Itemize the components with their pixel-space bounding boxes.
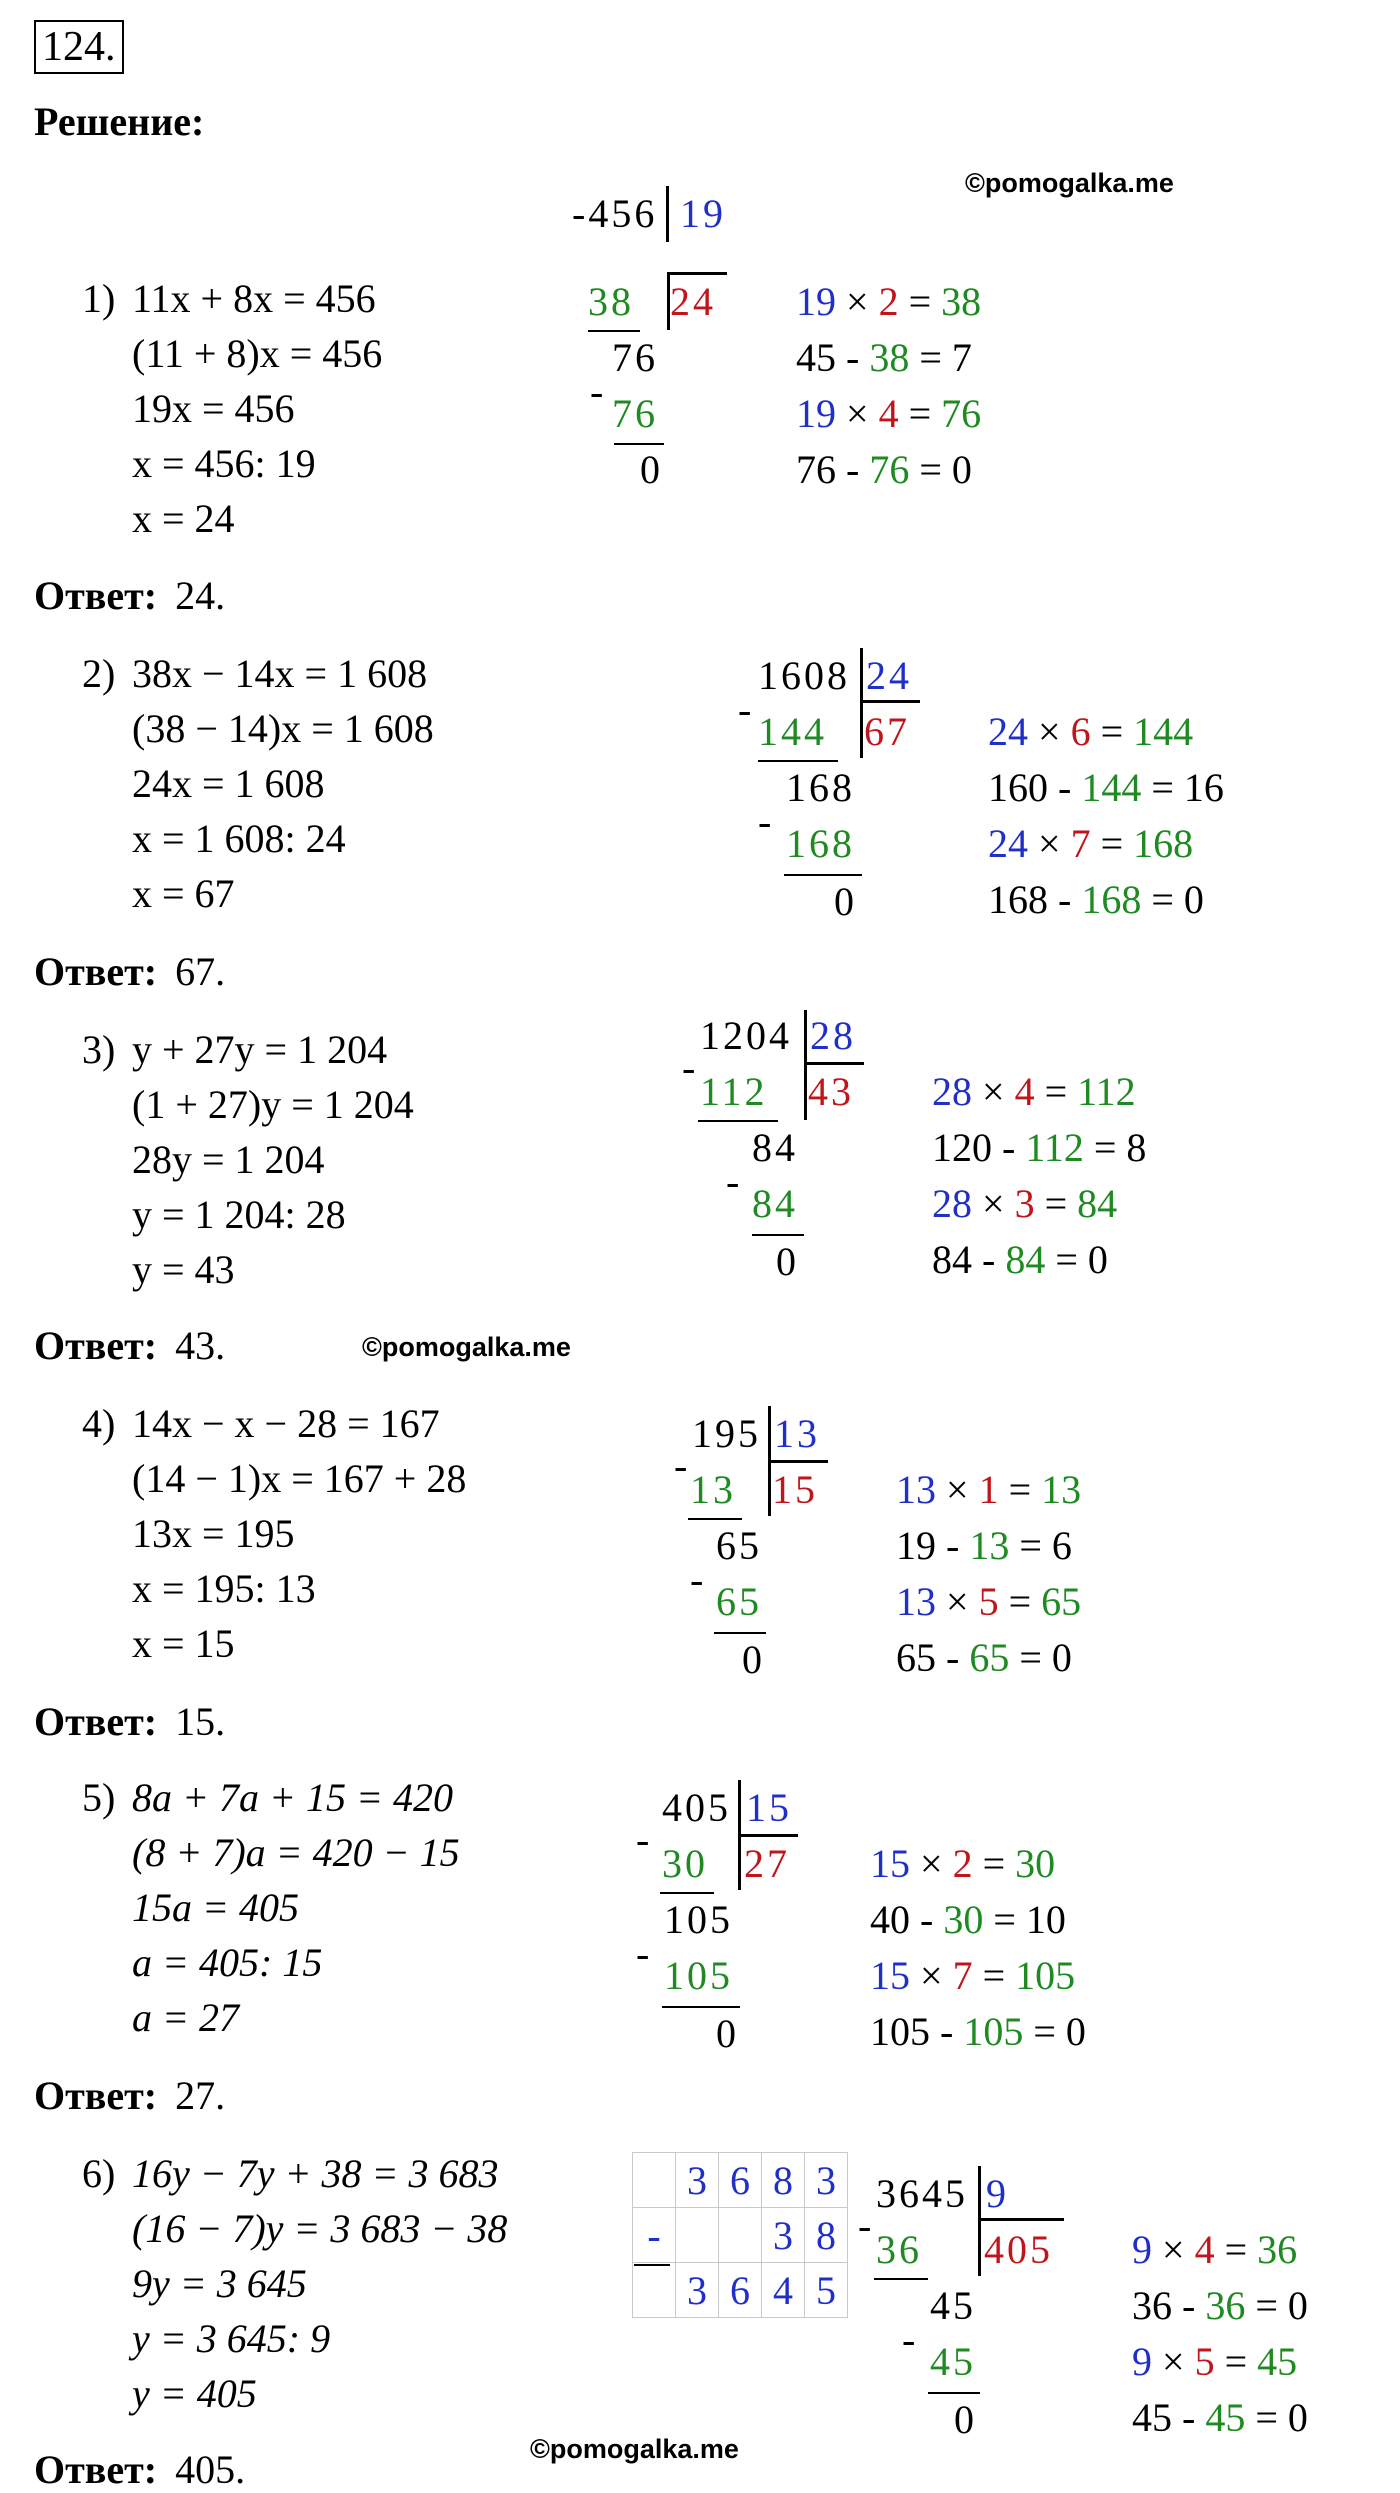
check-line: 13 × 1 = 13 (896, 1467, 1082, 1512)
equation-line: (16 − 7)y = 3 683 − 38 (132, 2206, 508, 2251)
equation-line: 11x + 8x = 456 (132, 276, 376, 321)
equation-line: y = 3 645: 9 (132, 2316, 331, 2361)
exercise-number: 124. (34, 20, 124, 74)
check-line: 160 - 144 = 16 (988, 765, 1224, 810)
check-line: 76 - 76 = 0 (796, 447, 972, 492)
division-step: 76 (612, 391, 658, 436)
check-line: 9 × 5 = 45 (1132, 2339, 1298, 2384)
division-step: 65 (716, 1579, 762, 1624)
subtraction-cell: 8 (762, 2153, 805, 2208)
division-step: 84 (752, 1125, 798, 1170)
equation-line: (11 + 8)x = 456 (132, 331, 383, 376)
check-line: 19 × 2 = 38 (796, 279, 982, 324)
check-line: 36 - 36 = 0 (1132, 2283, 1308, 2328)
division-step: 0 (834, 879, 857, 924)
division-divisor: 9 (986, 2171, 1009, 2216)
problem-number: 1) (82, 276, 116, 321)
division-quotient: 24 (670, 279, 716, 324)
check-line: 120 - 112 = 8 (932, 1125, 1147, 1170)
equation-line: (38 − 14)x = 1 608 (132, 706, 434, 751)
check-line: 9 × 4 = 36 (1132, 2227, 1298, 2272)
equation-line: a = 405: 15 (132, 1940, 323, 1985)
division-step: 84 (752, 1181, 798, 1226)
division-quotient: 15 (772, 1467, 818, 1512)
division-divisor: 28 (810, 1013, 856, 1058)
equation-line: x = 67 (132, 871, 235, 916)
division-step: 112 (700, 1069, 768, 1114)
equation-line: 13x = 195 (132, 1511, 295, 1556)
problem-number: 3) (82, 1027, 116, 1072)
watermark: ©pomogalka.me (362, 1332, 571, 1362)
equation-line: x = 456: 19 (132, 441, 316, 486)
equation-line: 28y = 1 204 (132, 1137, 325, 1182)
check-line: 19 - 13 = 6 (896, 1523, 1072, 1568)
division-dividend: 1204 (700, 1013, 792, 1058)
division-quotient: 43 (808, 1069, 854, 1114)
equation-line: x = 195: 13 (132, 1566, 316, 1611)
problem-number: 6) (82, 2151, 116, 2196)
answer-line: Ответ: 27. (34, 2073, 226, 2118)
check-line: 15 × 2 = 30 (870, 1841, 1056, 1886)
division-step: 168 (786, 765, 855, 810)
division-step: 168 (786, 821, 855, 866)
equation-line: (1 + 27)y = 1 204 (132, 1082, 414, 1127)
check-line: 45 - 38 = 7 (796, 335, 972, 380)
division-step: 144 (758, 709, 827, 754)
division-dividend: 3645 (876, 2171, 968, 2216)
check-line: 45 - 45 = 0 (1132, 2395, 1308, 2440)
equation-line: 38x − 14x = 1 608 (132, 651, 428, 696)
check-line: 13 × 5 = 65 (896, 1579, 1082, 1624)
subtraction-cell: 8 (805, 2208, 848, 2263)
division-step: 105 (664, 1953, 733, 1998)
division-step: 0 (776, 1239, 799, 1284)
division-step: 45 (930, 2283, 976, 2328)
division-divisor: 19 (680, 191, 726, 236)
solution-heading: Решение: (34, 99, 205, 144)
answer-line: Ответ: 67. (34, 949, 226, 994)
check-line: 168 - 168 = 0 (988, 877, 1204, 922)
subtraction-cell (676, 2208, 719, 2263)
subtraction-cell (633, 2153, 676, 2208)
answer-line: Ответ: 15. (34, 1699, 226, 1744)
answer-line: Ответ: 24. (34, 573, 226, 618)
division-step: 13 (690, 1467, 736, 1512)
subtraction-cell (633, 2263, 676, 2318)
equation-line: 14x − x − 28 = 167 (132, 1401, 440, 1446)
check-line: 40 - 30 = 10 (870, 1897, 1066, 1942)
equation-line: x = 1 608: 24 (132, 816, 346, 861)
problem-number: 2) (82, 651, 116, 696)
equation-line: 16y − 7y + 38 = 3 683 (132, 2151, 499, 2196)
equation-line: 15a = 405 (132, 1885, 299, 1930)
subtraction-cell: 3 (805, 2153, 848, 2208)
problem-number: 5) (82, 1775, 116, 1820)
watermark: ©pomogalka.me (965, 168, 1174, 198)
check-line: 65 - 65 = 0 (896, 1635, 1072, 1680)
division-dividend: 405 (662, 1785, 731, 1830)
equation-line: (8 + 7)a = 420 − 15 (132, 1830, 460, 1875)
division-step: 0 (954, 2397, 977, 2442)
check-line: 24 × 6 = 144 (988, 709, 1194, 754)
division-quotient: 405 (984, 2227, 1053, 2272)
division-step: 0 (640, 447, 663, 492)
division-step: 36 (876, 2227, 922, 2272)
equation-line: y + 27y = 1 204 (132, 1027, 388, 1072)
subtraction-cell: 6 (719, 2263, 762, 2318)
subtraction-cell: 3 (676, 2153, 719, 2208)
division-step: 105 (664, 1897, 733, 1942)
equation-line: x = 24 (132, 496, 235, 541)
subtraction-cell (719, 2208, 762, 2263)
division-quotient: 27 (744, 1841, 790, 1886)
watermark: ©pomogalka.me (530, 2434, 739, 2464)
division-step: 76 (612, 335, 658, 380)
equation-line: (14 − 1)x = 167 + 28 (132, 1456, 467, 1501)
division-step: 45 (930, 2339, 976, 2384)
check-line: 105 - 105 = 0 (870, 2009, 1086, 2054)
equation-line: y = 1 204: 28 (132, 1192, 346, 1237)
division-step: 0 (716, 2011, 739, 2056)
check-line: 24 × 7 = 168 (988, 821, 1194, 866)
subtraction-cell: 5 (805, 2263, 848, 2318)
equation-line: 19x = 456 (132, 386, 295, 431)
equation-line: 8a + 7a + 15 = 420 (132, 1775, 453, 1820)
division-dividend: 1608 (758, 653, 850, 698)
check-line: 84 - 84 = 0 (932, 1237, 1108, 1282)
subtraction-cell: 3 (676, 2263, 719, 2318)
division-divisor: 15 (746, 1785, 792, 1830)
equation-line: 9y = 3 645 (132, 2261, 307, 2306)
problem-number: 4) (82, 1401, 116, 1446)
equation-line: y = 43 (132, 1247, 235, 1292)
division-step: 0 (742, 1637, 765, 1682)
equation-line: a = 27 (132, 1995, 239, 2040)
check-line: 28 × 4 = 112 (932, 1069, 1136, 1114)
subtraction-cell: 4 (762, 2263, 805, 2318)
subtraction-cell: 3 (762, 2208, 805, 2263)
equation-line: 24x = 1 608 (132, 761, 325, 806)
division-dividend: -456 (572, 191, 658, 236)
check-line: 28 × 3 = 84 (932, 1181, 1118, 1226)
check-line: 19 × 4 = 76 (796, 391, 982, 436)
division-step: 38 (588, 279, 634, 324)
division-divisor: 24 (866, 653, 912, 698)
division-step: 65 (716, 1523, 762, 1568)
equation-line: y = 405 (132, 2371, 257, 2416)
division-quotient: 67 (864, 709, 910, 754)
equation-line: x = 15 (132, 1621, 235, 1666)
answer-line: Ответ: 43. (34, 1323, 226, 1368)
division-step: 30 (662, 1841, 708, 1886)
division-dividend: 195 (692, 1411, 761, 1456)
check-line: 15 × 7 = 105 (870, 1953, 1076, 1998)
division-divisor: 13 (774, 1411, 820, 1456)
subtraction-minus: - (633, 2208, 676, 2263)
subtraction-cell: 6 (719, 2153, 762, 2208)
answer-line: Ответ: 405. (34, 2447, 246, 2492)
